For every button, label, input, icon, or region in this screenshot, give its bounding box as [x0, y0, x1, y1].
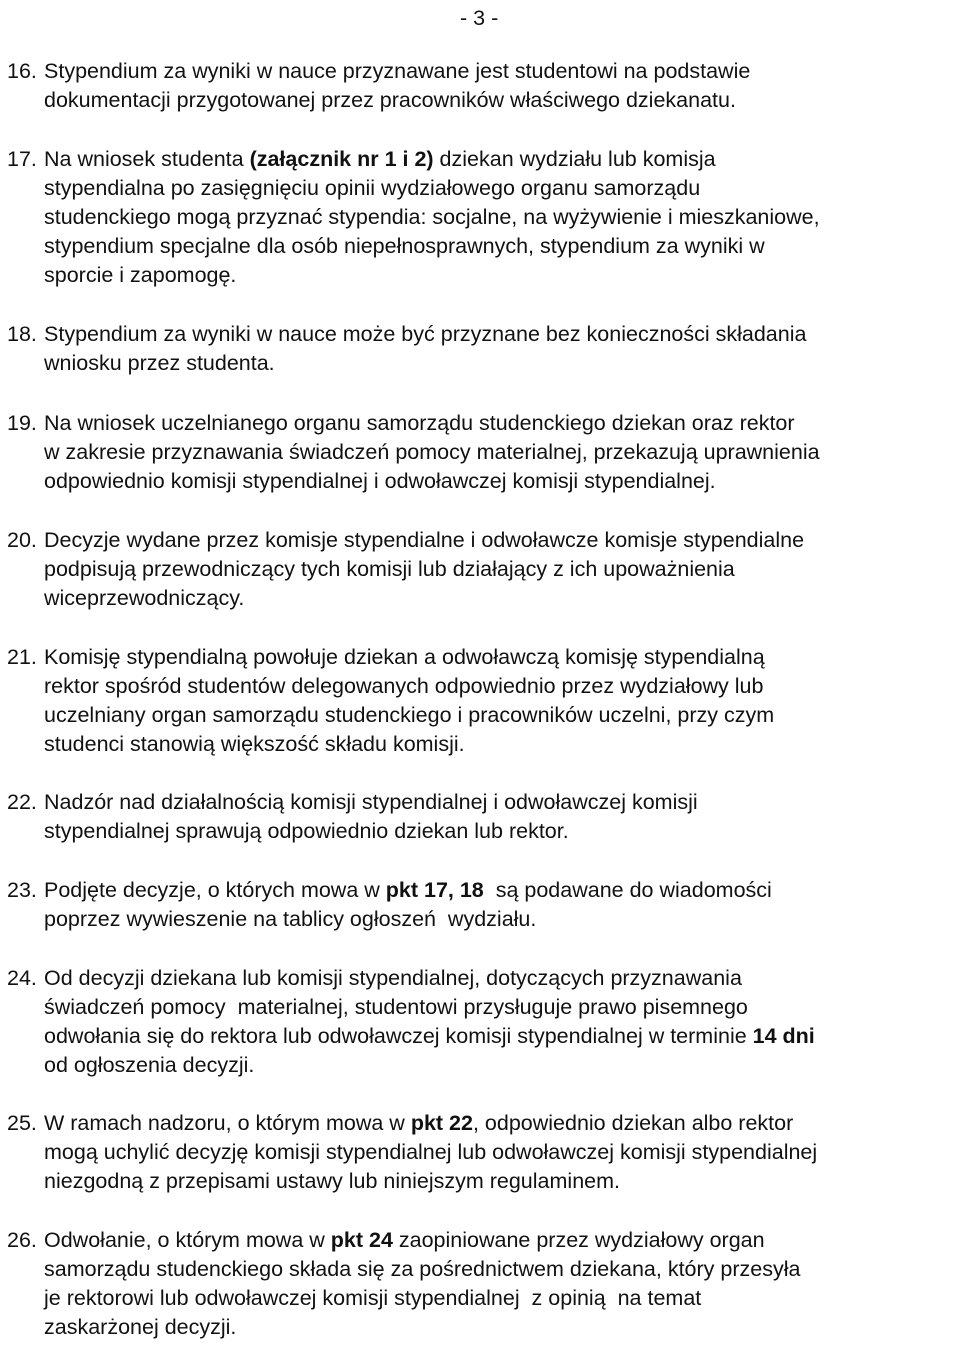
- paragraph-number: 18.: [7, 322, 37, 346]
- text-segment: zaopiniowane przez wydziałowy organ: [392, 1228, 765, 1252]
- text-segment: stypendialnej sprawują odpowiednio dziekan lub rektor.: [44, 819, 569, 843]
- paragraph-text: [44, 320, 960, 378]
- text-line: [44, 1313, 960, 1342]
- bold-text: pkt 24: [330, 1228, 393, 1252]
- paragraph-text: [44, 643, 960, 759]
- text-line: [44, 1022, 960, 1051]
- text-line: [44, 86, 960, 115]
- paragraph-text: [44, 1226, 960, 1342]
- text-line: [44, 349, 960, 378]
- text-segment: dokumentacji przygotowanej przez pracowników właściwego dziekanatu.: [44, 88, 736, 112]
- text-line: [44, 817, 960, 846]
- text-segment: w zakresie przyznawania świadczeń pomocy materialnej, przekazują uprawnienia: [44, 440, 820, 464]
- text-segment: W ramach nadzoru, o którym mowa w: [44, 1111, 411, 1135]
- bold-text: pkt 22: [410, 1111, 473, 1135]
- bold-text: (załącznik nr 1 i 2): [249, 147, 434, 171]
- paragraph-text: [44, 876, 960, 934]
- text-segment: Stypendium za wyniki w nauce przyznawane jest studentowi na podstawie: [44, 59, 751, 83]
- page-number: - 3 -: [460, 6, 499, 30]
- text-line: [44, 1138, 960, 1167]
- paragraph-text: [44, 526, 960, 613]
- paragraph-number: 21.: [7, 645, 37, 669]
- text-line: [44, 203, 960, 232]
- text-line: [44, 1255, 960, 1284]
- paragraph-number: 26.: [7, 1228, 37, 1252]
- text-segment: studenci stanowią większość składu komisji.: [44, 732, 465, 756]
- text-segment: podpisują przewodniczący tych komisji lub działający z ich upoważnienia: [44, 557, 735, 581]
- text-segment: wniosku przez studenta.: [44, 351, 275, 375]
- text-segment: odwołania się do rektora lub odwoławczej komisji stypendialnej w terminie: [44, 1024, 753, 1048]
- paragraph-text: [44, 145, 960, 290]
- text-segment: świadczeń pomocy materialnej, studentowi przysługuje prawo pisemnego: [44, 995, 748, 1019]
- text-segment: mogą uchylić decyzję komisji stypendialnej lub odwoławczej komisji stypendialnej: [44, 1140, 818, 1164]
- bold-text: pkt 17, 18: [385, 878, 484, 902]
- text-segment: odpowiednio komisji stypendialnej i odwoławczej komisji stypendialnej.: [44, 469, 716, 493]
- text-line: [44, 876, 960, 905]
- text-segment: niezgodną z przepisami ustawy lub niniejszym regulaminem.: [44, 1169, 620, 1193]
- text-segment: od ogłoszenia decyzji.: [44, 1053, 255, 1077]
- text-line: [44, 57, 960, 86]
- paragraph-number: 20.: [7, 528, 37, 552]
- paragraph-number: 24.: [7, 966, 37, 990]
- text-segment: są podawane do wiadomości: [483, 878, 772, 902]
- paragraph-text: [44, 409, 960, 496]
- text-segment: Decyzje wydane przez komisje stypendialne i odwoławcze komisje stypendialne: [44, 528, 805, 552]
- paragraph-number: 19.: [7, 411, 37, 435]
- text-line: [44, 1051, 960, 1080]
- text-line: [44, 409, 960, 438]
- text-line: [44, 643, 960, 672]
- paragraph-number: 25.: [7, 1111, 37, 1135]
- text-segment: studenckiego mogą przyznać stypendia: socjalne, na wyżywienie i mieszkaniowe,: [44, 205, 820, 229]
- paragraph-number: 17.: [7, 147, 37, 171]
- text-line: [44, 905, 960, 934]
- text-line: [44, 526, 960, 555]
- text-line: [44, 1226, 960, 1255]
- paragraph-number: 23.: [7, 878, 37, 902]
- text-segment: zaskarżonej decyzji.: [44, 1315, 237, 1339]
- text-line: [44, 467, 960, 496]
- text-segment: je rektorowi lub odwoławczej komisji stypendialnej z opinią na temat: [44, 1286, 702, 1310]
- text-line: [44, 964, 960, 993]
- paragraph-number: 16.: [7, 59, 37, 83]
- text-line: [44, 555, 960, 584]
- text-segment: uczelniany organ samorządu studenckiego i pracowników uczelni, przy czym: [44, 703, 775, 727]
- text-line: [44, 1167, 960, 1196]
- text-line: [44, 320, 960, 349]
- paragraph-text: [44, 964, 960, 1080]
- text-segment: Od decyzji dziekana lub komisji stypendialnej, dotyczących przyznawania: [44, 966, 742, 990]
- text-segment: , odpowiednio dziekan albo rektor: [472, 1111, 794, 1135]
- text-segment: sporcie i zapomogę.: [44, 263, 237, 287]
- text-line: [44, 438, 960, 467]
- paragraph-text: [44, 1109, 960, 1196]
- text-segment: Na wniosek uczelnianego organu samorządu studenckiego dziekan oraz rektor: [44, 411, 795, 435]
- text-line: [44, 174, 960, 203]
- text-segment: Stypendium za wyniki w nauce może być przyznane bez konieczności składania: [44, 322, 807, 346]
- text-line: [44, 993, 960, 1022]
- text-line: [44, 701, 960, 730]
- text-segment: poprzez wywieszenie na tablicy ogłoszeń wydziału.: [44, 907, 537, 931]
- text-line: [44, 232, 960, 261]
- text-line: [44, 672, 960, 701]
- text-segment: Podjęte decyzje, o których mowa w: [44, 878, 386, 902]
- text-line: [44, 1284, 960, 1313]
- text-segment: dziekan wydziału lub komisja: [433, 147, 716, 171]
- bold-text: 14 dni: [752, 1024, 815, 1048]
- text-segment: stypendium specjalne dla osób niepełnosprawnych, stypendium za wyniki w: [44, 234, 765, 258]
- text-segment: wiceprzewodniczący.: [44, 586, 245, 610]
- text-segment: Na wniosek studenta: [44, 147, 250, 171]
- text-line: [44, 145, 960, 174]
- text-segment: rektor spośród studentów delegowanych odpowiednio przez wydziałowy lub: [44, 674, 764, 698]
- paragraph-number: 22.: [7, 790, 37, 814]
- text-segment: Odwołanie, o którym mowa w: [44, 1228, 331, 1252]
- text-line: [44, 584, 960, 613]
- paragraph-text: [44, 788, 960, 846]
- text-segment: samorządu studenckiego składa się za pośrednictwem dziekana, który przesyła: [44, 1257, 801, 1281]
- text-line: [44, 261, 960, 290]
- paragraph-text: [44, 57, 960, 115]
- text-line: [44, 730, 960, 759]
- text-line: [44, 1109, 960, 1138]
- text-line: [44, 788, 960, 817]
- text-segment: Nadzór nad działalnością komisji stypendialnej i odwoławczej komisji: [44, 790, 698, 814]
- text-segment: stypendialna po zasięgnięciu opinii wydziałowego organu samorządu: [44, 176, 701, 200]
- text-segment: Komisję stypendialną powołuje dziekan a odwoławczą komisję stypendialną: [44, 645, 765, 669]
